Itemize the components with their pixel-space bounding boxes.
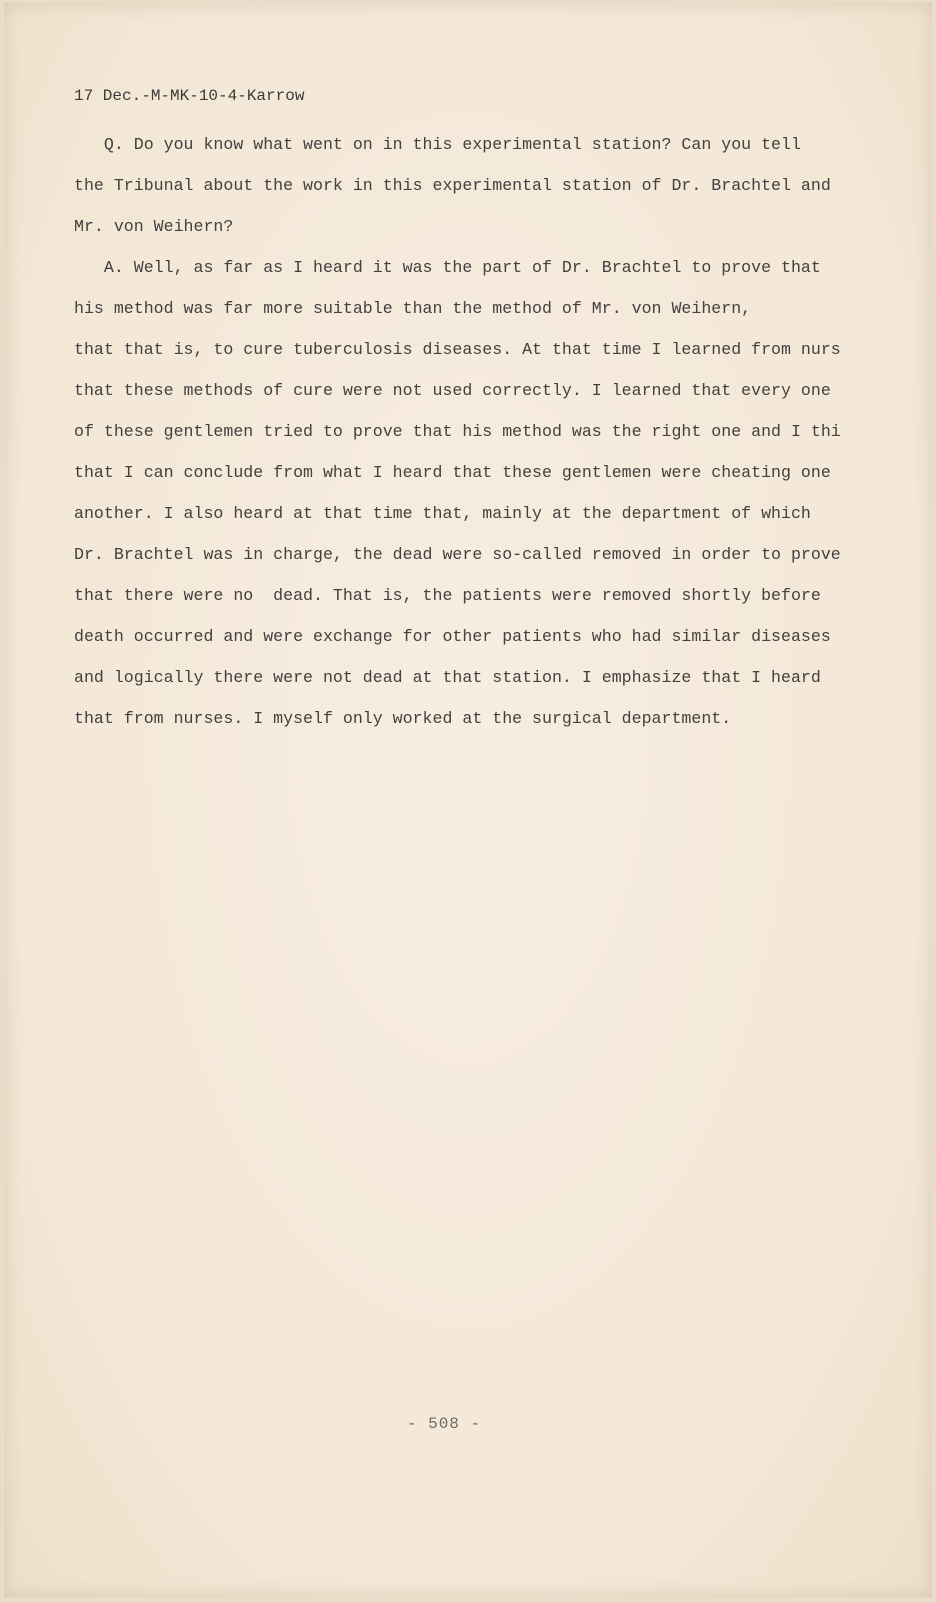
text-line: that I can conclude from what I heard that these gentlemen were cheating one <box>74 463 831 482</box>
text-line: that there were no dead. That is, the patients were removed shortly before <box>74 586 821 605</box>
text-line: death occurred and were exchange for other patients who had similar diseases <box>74 627 831 646</box>
text-line: that that is, to cure tuberculosis diseases. At that time I learned from nurs <box>74 340 841 359</box>
text-line: and logically there were not dead at that station. I emphasize that I heard <box>74 668 821 687</box>
text-line: Dr. Brachtel was in charge, the dead were so-called removed in order to prove <box>74 545 841 564</box>
text-line: his method was far more suitable than the method of Mr. von Weihern, <box>74 299 752 318</box>
text-line: the Tribunal about the work in this experimental station of Dr. Brachtel and <box>74 176 831 195</box>
page-number: - 508 - <box>406 1415 482 1433</box>
text-line: Mr. von Weihern? <box>74 217 234 236</box>
text-line: that these methods of cure were not used correctly. I learned that every one <box>74 381 831 400</box>
text-line: of these gentlemen tried to prove that his method was the right one and I thi <box>74 422 841 441</box>
document-header: 17 Dec.-M-MK-10-4-Karrow <box>74 87 305 105</box>
text-line: A. Well, as far as I heard it was the part of Dr. Brachtel to prove that <box>74 258 821 277</box>
text-line: another. I also heard at that time that, mainly at the department of which <box>74 504 811 523</box>
text-line: Q. Do you know what went on in this experimental station? Can you tell <box>74 135 801 154</box>
text-line: that from nurses. I myself only worked at the surgical department. <box>74 709 732 728</box>
document-page <box>4 3 932 1597</box>
